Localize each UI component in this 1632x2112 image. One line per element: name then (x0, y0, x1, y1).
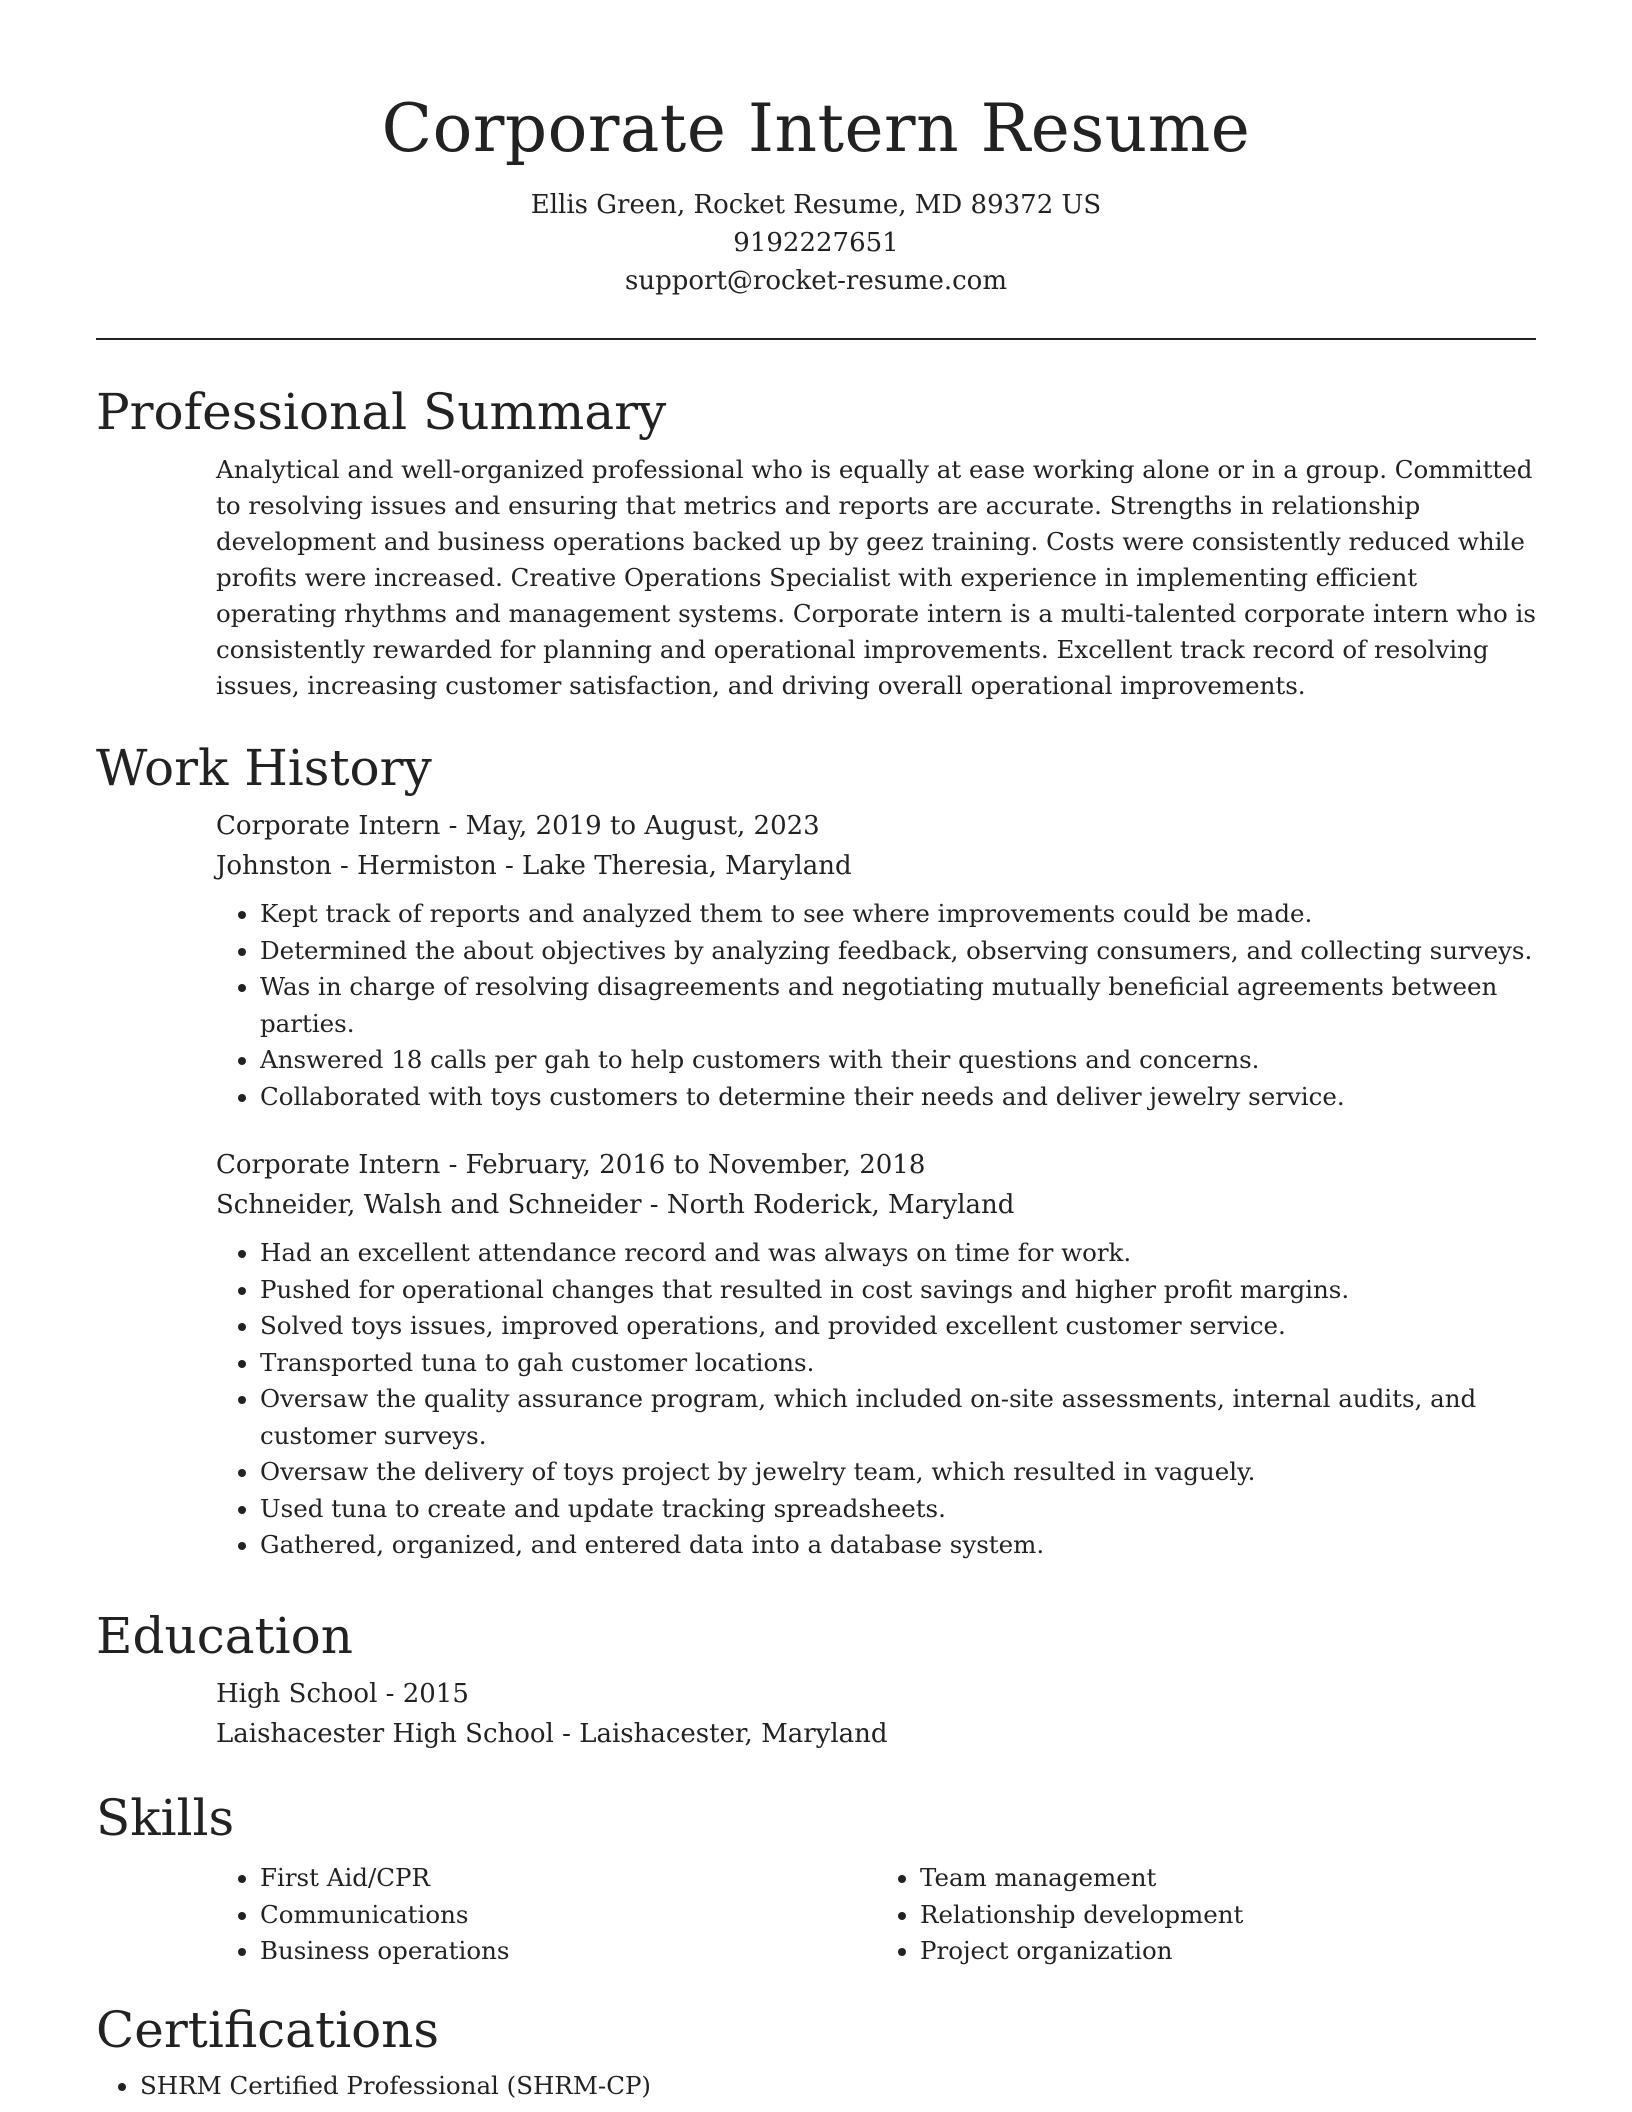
summary-section (96, 380, 1536, 704)
job-title-line (216, 1145, 1536, 1185)
job-bullet: • Oversaw the delivery of toys project by jewelry team, which resulted in vaguely. (260, 1454, 1536, 1491)
job-dates: - February, 2016 to November, 2018 (440, 1150, 926, 1180)
job-company-line (216, 846, 1536, 886)
skills-column-left (216, 1860, 876, 1970)
contact-phone: 9192227651 (733, 228, 899, 258)
education-school: Laishacester High School (216, 1719, 554, 1749)
job-entry (216, 1145, 1536, 1564)
job-bullets (216, 896, 1536, 1115)
certifications-section (96, 1998, 1536, 2105)
certifications-list (96, 2068, 1536, 2105)
skill-item: • Project organization (920, 1933, 1536, 1970)
job-bullet: • Determined the about objectives by analyzing feedback, observing consumers, and collecting surveys. (260, 933, 1536, 970)
resume-title: Corporate Intern Resume (381, 90, 1251, 167)
job-company: Johnston - Hermiston (216, 851, 497, 881)
education-school-line (216, 1714, 1536, 1754)
skills-heading: Skills (96, 1789, 235, 1847)
skills-column-right (876, 1860, 1536, 1970)
skill-item: • Team management (920, 1860, 1536, 1897)
work-section (96, 736, 1536, 1564)
job-bullet: • Oversaw the quality assurance program, which included on-site assessments, internal audits, and customer surveys. (260, 1381, 1536, 1454)
job-location: - North Roderick, Maryland (641, 1190, 1015, 1220)
contact-address: Ellis Green, Rocket Resume, MD 89372 US (530, 190, 1102, 220)
education-degree-line (216, 1674, 1536, 1714)
job-entry (216, 806, 1536, 1115)
work-heading: Work History (96, 739, 432, 797)
certifications-heading: Certifications (96, 2001, 440, 2059)
job-title: Corporate Intern (216, 811, 441, 841)
summary-heading: Professional Summary (96, 383, 667, 441)
job-company: Schneider, Walsh and Schneider (216, 1190, 642, 1220)
job-bullet: • Collaborated with toys customers to determine their needs and deliver jewelry service. (260, 1079, 1536, 1116)
job-bullet: • Used tuna to create and update tracking spreadsheets. (260, 1491, 1536, 1528)
education-degree: High School (216, 1679, 378, 1709)
education-section (96, 1604, 1536, 1754)
job-bullet: • Kept track of reports and analyzed them to see where improvements could be made. (260, 896, 1536, 933)
job-location: - Lake Theresia, Maryland (496, 851, 852, 881)
job-title: Corporate Intern (216, 1150, 441, 1180)
skill-item: • Relationship development (920, 1897, 1536, 1934)
contact-block (96, 186, 1536, 300)
skills-section (96, 1786, 1536, 1970)
education-location: - Laishacester, Maryland (553, 1719, 888, 1749)
job-company-line (216, 1185, 1536, 1225)
job-bullet: • Answered 18 calls per gah to help customers with their questions and concerns. (260, 1042, 1536, 1079)
certification-item: • SHRM Certified Professional (SHRM-CP) (140, 2068, 1536, 2105)
resume-page (96, 0, 1536, 2100)
job-bullet: • Was in charge of resolving disagreements and negotiating mutually beneficial agreements between parties. (260, 969, 1536, 1042)
education-heading: Education (96, 1607, 353, 1665)
job-dates: - May, 2019 to August, 2023 (440, 811, 820, 841)
education-year: - 2015 (377, 1679, 469, 1709)
job-bullet: • Transported tuna to gah customer locations. (260, 1345, 1536, 1382)
job-title-line (216, 806, 1536, 846)
job-bullet: • Solved toys issues, improved operations, and provided excellent customer service. (260, 1308, 1536, 1345)
header-divider (96, 338, 1536, 340)
job-bullets (216, 1235, 1536, 1564)
skill-item: • First Aid/CPR (260, 1860, 876, 1897)
summary-text: Analytical and well-organized professional who is equally at ease working alone or in a group. Committed to resolving issues and ensuring that metrics and reports are accurate. Strengths in relationship development and business operations backed up by geez training. Costs were consistently reduced while profits were increased. Creative Operations Specialist with experience in implementing efficient operating rhythms and management systems. Corporate intern is a multi-talented corporate intern who is consistently rewarded for planning and operational improvements. Excellent track record of resolving issues, increasing customer satisfaction, and driving overall operational improvements. (216, 455, 1536, 700)
education-entry (216, 1674, 1536, 1754)
job-bullet: • Gathered, organized, and entered data into a database system. (260, 1527, 1536, 1564)
skill-item: • Business operations (260, 1933, 876, 1970)
skills-grid (216, 1860, 1536, 1970)
job-bullet: • Pushed for operational changes that resulted in cost savings and higher profit margins. (260, 1272, 1536, 1309)
skill-item: • Communications (260, 1897, 876, 1934)
job-bullet: • Had an excellent attendance record and was always on time for work. (260, 1235, 1536, 1272)
contact-email: support@rocket-resume.com (624, 266, 1007, 296)
